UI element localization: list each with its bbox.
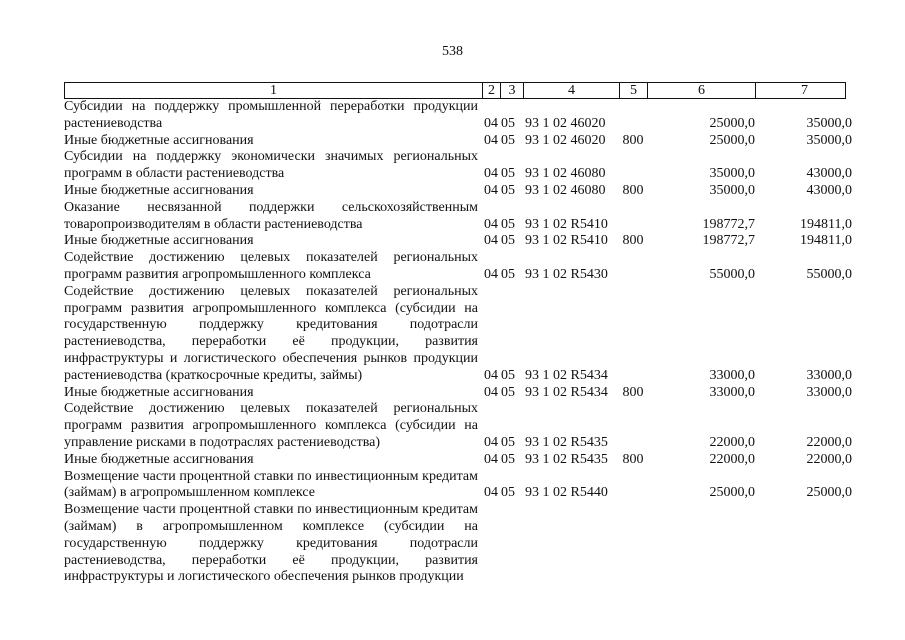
table-row bbox=[64, 250, 852, 284]
header-col-7: 7 bbox=[801, 83, 808, 98]
row-expense-type: 800 bbox=[622, 233, 644, 249]
row-target-code: 93 1 02 R5435 bbox=[525, 451, 608, 467]
row-description: Содействие достижению целевых показателей региональных программ развития агропромышленного комплекса (субсидии на государственную поддержку кредитования подотрасли растениеводства, переработки её продукции, развития инфраструктуры и логистического обеспечения рынков продукции растениеводства (краткосрочные кредиты, займы) bbox=[64, 283, 478, 383]
row-amount-col6: 25000,0 bbox=[709, 485, 755, 501]
row-target-code: 93 1 02 R5410 bbox=[525, 233, 608, 249]
row-subsection: 05 bbox=[501, 384, 515, 400]
row-description: Возмещение части процентной ставки по инвестиционным кредитам (займам) в агропромышленном комплексе bbox=[64, 468, 478, 501]
row-amount-col7: 35000,0 bbox=[806, 115, 852, 131]
table-body bbox=[64, 99, 852, 586]
row-amount-col6: 33000,0 bbox=[709, 367, 755, 383]
row-section: 04 bbox=[484, 367, 498, 383]
table-row bbox=[64, 502, 846, 586]
header-col-2: 2 bbox=[483, 83, 501, 98]
row-section: 04 bbox=[484, 233, 498, 249]
row-description: Субсидии на поддержку промышленной переработки продукции растениеводства bbox=[64, 99, 478, 131]
row-description: Оказание несвязанной поддержки сельскохозяйственным товаропроизводителям в области растениеводства bbox=[64, 199, 478, 232]
row-target-code: 93 1 02 46080 bbox=[525, 166, 606, 182]
table-header bbox=[64, 82, 846, 99]
row-amount-col6: 55000,0 bbox=[709, 266, 755, 282]
row-amount-col7: 33000,0 bbox=[806, 384, 852, 400]
row-section: 04 bbox=[484, 216, 498, 232]
row-amount-col7: 43000,0 bbox=[806, 182, 852, 198]
row-target-code: 93 1 02 R5435 bbox=[525, 434, 608, 450]
table-row bbox=[64, 401, 852, 451]
row-target-code: 93 1 02 R5410 bbox=[525, 216, 608, 232]
row-section: 04 bbox=[484, 451, 498, 467]
table-row bbox=[64, 199, 852, 234]
row-subsection: 05 bbox=[501, 216, 515, 232]
header-col-3: 3 bbox=[501, 83, 524, 98]
row-target-code: 93 1 02 R5430 bbox=[525, 266, 608, 282]
row-description: Иные бюджетные ассигнования bbox=[64, 132, 254, 148]
row-target-code: 93 1 02 46020 bbox=[525, 115, 606, 131]
row-amount-col7: 33000,0 bbox=[806, 367, 852, 383]
table-row bbox=[64, 182, 852, 200]
row-description: Содействие достижению целевых показателей региональных программ развития агропромышленного комплекса bbox=[64, 250, 478, 282]
row-section: 04 bbox=[484, 434, 498, 450]
row-amount-col6: 35000,0 bbox=[709, 166, 755, 182]
row-description: Иные бюджетные ассигнования bbox=[64, 384, 254, 400]
table-row bbox=[64, 99, 852, 133]
row-subsection: 05 bbox=[501, 166, 515, 182]
row-expense-type: 800 bbox=[622, 451, 644, 467]
row-target-code: 93 1 02 R5434 bbox=[525, 367, 608, 383]
table-row bbox=[64, 132, 852, 150]
header-col-5: 5 bbox=[620, 83, 648, 98]
table-row bbox=[64, 149, 852, 183]
row-subsection: 05 bbox=[501, 233, 515, 249]
row-subsection: 05 bbox=[501, 367, 515, 383]
header-col-6: 6 bbox=[648, 83, 756, 98]
table-row bbox=[64, 233, 852, 250]
row-section: 04 bbox=[484, 166, 498, 182]
row-target-code: 93 1 02 R5440 bbox=[525, 485, 608, 501]
row-expense-type: 800 bbox=[622, 132, 644, 148]
row-subsection: 05 bbox=[501, 485, 515, 501]
row-amount-col7: 43000,0 bbox=[806, 166, 852, 182]
row-section: 04 bbox=[484, 115, 498, 131]
row-amount-col6: 25000,0 bbox=[709, 115, 755, 131]
row-amount-col6: 198772,7 bbox=[702, 216, 755, 232]
row-amount-col6: 22000,0 bbox=[709, 434, 755, 450]
row-description: Иные бюджетные ассигнования bbox=[64, 182, 254, 198]
row-amount-col7: 194811,0 bbox=[800, 233, 852, 249]
row-subsection: 05 bbox=[501, 115, 515, 131]
row-description: Иные бюджетные ассигнования bbox=[64, 233, 254, 249]
row-amount-col6: 25000,0 bbox=[709, 132, 755, 148]
page-number: 538 bbox=[442, 44, 463, 59]
header-col-1: 1 bbox=[65, 83, 483, 98]
table-row bbox=[64, 283, 852, 385]
row-amount-col6: 198772,7 bbox=[702, 233, 755, 249]
row-target-code: 93 1 02 46020 bbox=[525, 132, 606, 148]
row-amount-col6: 33000,0 bbox=[709, 384, 755, 400]
row-amount-col7: 194811,0 bbox=[800, 216, 852, 232]
row-expense-type: 800 bbox=[622, 182, 644, 198]
row-description: Субсидии на поддержку экономически значимых региональных программ в области растениеводства bbox=[64, 149, 478, 182]
row-amount-col7: 22000,0 bbox=[806, 434, 852, 450]
row-amount-col7: 55000,0 bbox=[806, 266, 852, 282]
row-amount-col7: 22000,0 bbox=[806, 451, 852, 467]
row-subsection: 05 bbox=[501, 182, 515, 198]
table-row bbox=[64, 451, 852, 469]
table-row bbox=[64, 384, 852, 402]
row-target-code: 93 1 02 46080 bbox=[525, 182, 606, 198]
budget-table bbox=[64, 82, 852, 586]
row-expense-type: 800 bbox=[622, 384, 644, 400]
row-amount-col6: 22000,0 bbox=[709, 451, 755, 467]
header-col-4: 4 bbox=[524, 83, 620, 98]
row-section: 04 bbox=[484, 384, 498, 400]
row-subsection: 05 bbox=[501, 451, 515, 467]
table-row bbox=[64, 468, 852, 503]
row-section: 04 bbox=[484, 182, 498, 198]
row-subsection: 05 bbox=[501, 266, 515, 282]
row-amount-col6: 35000,0 bbox=[709, 182, 755, 198]
row-amount-col7: 35000,0 bbox=[806, 132, 852, 148]
row-section: 04 bbox=[484, 266, 498, 282]
row-description: Возмещение части процентной ставки по инвестиционным кредитам (займам) в агропромышленном комплексе (субсидии на государственную поддержку кредитования подотрасли растениеводства, переработки её продукции, развития инфраструктуры и логистического обеспечения рынков продукции bbox=[64, 502, 478, 585]
row-section: 04 bbox=[484, 132, 498, 148]
row-section: 04 bbox=[484, 485, 498, 501]
row-description: Иные бюджетные ассигнования bbox=[64, 451, 254, 467]
row-amount-col7: 25000,0 bbox=[806, 485, 852, 501]
row-target-code: 93 1 02 R5434 bbox=[525, 384, 608, 400]
row-subsection: 05 bbox=[501, 434, 515, 450]
row-subsection: 05 bbox=[501, 132, 515, 148]
row-description: Содействие достижению целевых показателей региональных программ развития агропромышленного комплекса (субсидии на управление рисками в подотраслях растениеводства) bbox=[64, 401, 478, 450]
